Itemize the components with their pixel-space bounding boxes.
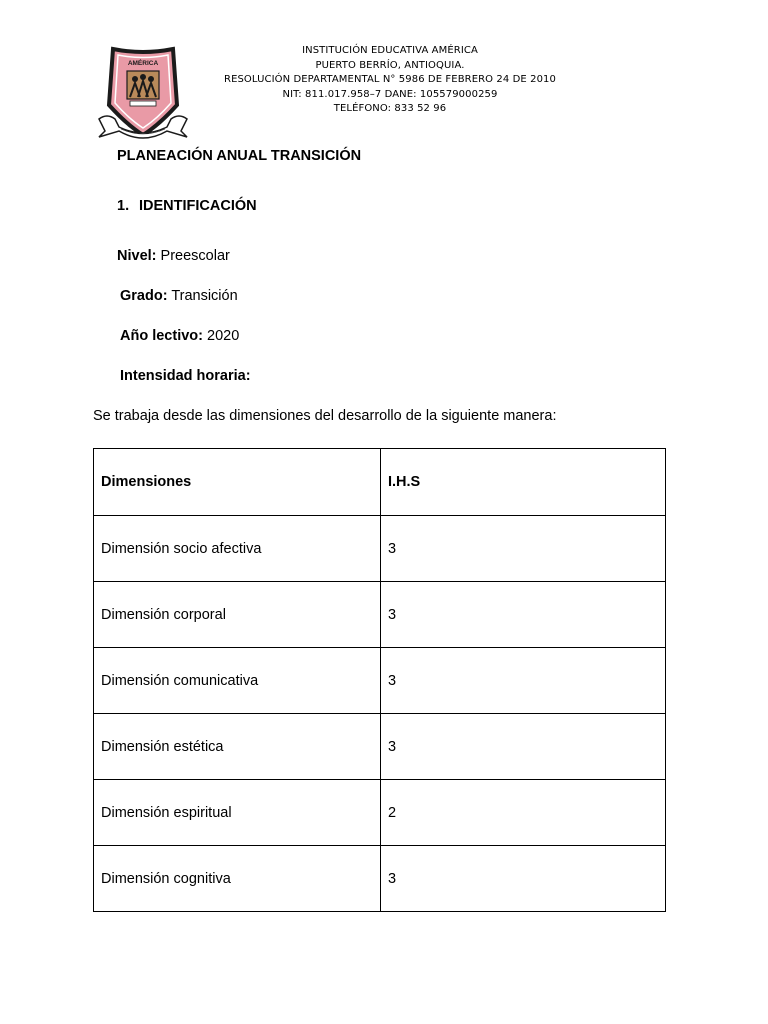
field-label: Año lectivo: <box>120 328 203 344</box>
section-number: 1. <box>117 198 130 214</box>
ihs-cell: 3 <box>381 516 666 582</box>
table-row <box>94 846 666 912</box>
dimension-cell: Dimensión comunicativa <box>94 648 381 714</box>
institution-name: INSTITUCIÓN EDUCATIVA AMÉRICA <box>302 45 478 56</box>
dimension-cell: Dimensión estética <box>94 714 381 780</box>
table-row <box>94 714 666 780</box>
institution-location: PUERTO BERRÍO, ANTIOQUIA. <box>315 59 465 71</box>
dimensions-table <box>93 448 666 912</box>
table-row <box>94 582 666 648</box>
ihs-cell: 3 <box>381 846 666 912</box>
field-intensidad-horaria <box>120 368 251 384</box>
field-value: 2020 <box>207 328 240 344</box>
dimension-cell: Dimensión cognitiva <box>94 846 381 912</box>
ihs-cell: 3 <box>381 582 666 648</box>
svg-text:AMÉRICA: AMÉRICA <box>127 60 159 67</box>
field-label: Grado: <box>120 288 168 304</box>
ihs-cell: 3 <box>381 648 666 714</box>
column-header-dimensiones: Dimensiones <box>94 449 381 516</box>
table-row <box>94 516 666 582</box>
intro-paragraph: Se trabaja desde las dimensiones del desarrollo de la siguiente manera: <box>93 408 557 424</box>
table-row <box>94 780 666 846</box>
table-row <box>94 648 666 714</box>
column-header-ihs: I.H.S <box>381 449 666 516</box>
field-value: Transición <box>171 288 238 304</box>
institution-phone: TELÉFONO: 833 52 96 <box>333 103 447 115</box>
field-label: Intensidad horaria: <box>120 368 251 384</box>
section-title-text: IDENTIFICACIÓN <box>139 198 257 214</box>
field-ano-lectivo <box>120 328 239 344</box>
institution-resolution: RESOLUCIÓN DEPARTAMENTAL N° 5986 DE FEBRERO 24 DE 2010 <box>224 74 556 86</box>
document-title: PLANEACIÓN ANUAL TRANSICIÓN <box>117 148 362 164</box>
institution-nit-dane: NIT: 811.017.958–7 DANE: 105579000259 <box>282 88 498 100</box>
section-heading <box>117 198 257 214</box>
field-value: Preescolar <box>160 248 230 264</box>
school-crest-logo <box>97 45 189 145</box>
institution-header <box>200 44 580 117</box>
field-grado <box>120 288 238 304</box>
field-nivel <box>117 248 230 264</box>
ihs-cell: 3 <box>381 714 666 780</box>
table-header-row <box>94 449 666 516</box>
dimension-cell: Dimensión espiritual <box>94 780 381 846</box>
ihs-cell: 2 <box>381 780 666 846</box>
dimension-cell: Dimensión corporal <box>94 582 381 648</box>
dimension-cell: Dimensión socio afectiva <box>94 516 381 582</box>
field-label: Nivel: <box>117 248 157 264</box>
